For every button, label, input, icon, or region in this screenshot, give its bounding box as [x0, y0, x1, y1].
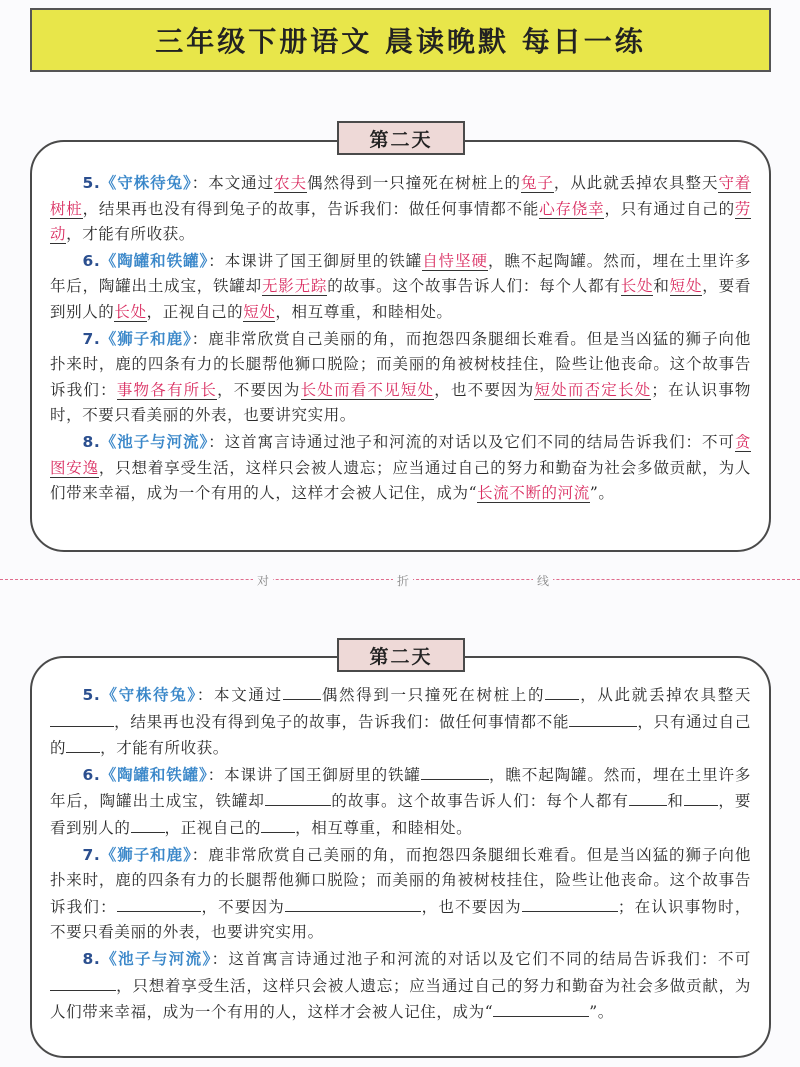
answer: 兔子: [520, 174, 554, 192]
text: ；在认识事物时，不要只看美丽的外表，也要讲究实用。: [50, 380, 752, 425]
answer-panel: [30, 140, 771, 552]
day-label: [337, 638, 465, 672]
answer: 自恃坚硬: [422, 251, 489, 270]
lesson-title: 《陶罐和铁罐》: [100, 764, 208, 784]
answer: 农夫: [274, 174, 307, 192]
item-number: 6.: [82, 765, 101, 784]
text: 偶然得到一只撞死在树桩上的: [307, 174, 521, 192]
answer: 短处而否定长处: [534, 380, 652, 399]
item-number: 5.: [82, 174, 101, 192]
text: ，正视自己的: [146, 302, 244, 321]
fold-char-3: 线: [533, 572, 553, 589]
item-7: [50, 842, 751, 946]
answer-blank[interactable]: [285, 894, 421, 912]
text: ，也不要因为: [434, 380, 535, 399]
item-number: 7.: [82, 845, 101, 864]
text: ，只有通过自己的: [50, 712, 752, 758]
answer-blank[interactable]: [261, 815, 295, 833]
lesson-title: 《狮子和鹿》: [100, 844, 192, 864]
item-number: 8.: [82, 949, 101, 968]
day-label-text: 第二天: [369, 128, 433, 151]
answer: 长流不断的河流: [477, 484, 590, 503]
item-6: [50, 248, 751, 326]
text: ，正视自己的: [164, 818, 262, 837]
item-6: [50, 762, 751, 842]
answer: 长处而看不见短处: [300, 380, 435, 399]
answer-blank[interactable]: [66, 735, 100, 753]
text: ，从此就丢掉农具整天: [553, 174, 719, 192]
text: ：本文通过: [191, 174, 275, 192]
item-7: [50, 326, 751, 429]
answer: 无影无踪: [261, 277, 328, 296]
item-8: [50, 429, 751, 507]
text: ，才能有所收获。: [100, 739, 229, 758]
item-number: 6.: [82, 251, 101, 270]
text: ，也不要因为: [421, 897, 522, 916]
text: ：本文通过: [196, 686, 283, 704]
text: 和: [666, 792, 684, 811]
answer-blank[interactable]: [50, 709, 114, 727]
text: ，瞧不起陶罐。然而，埋在土里许多年后，陶罐出土成宝，铁罐却: [50, 251, 751, 296]
lesson-title: 《池子与河流》: [100, 431, 209, 451]
lesson-title: 《陶罐和铁罐》: [100, 250, 209, 270]
text: ，不要因为: [200, 897, 286, 916]
text: ”。: [589, 484, 615, 503]
answer-blank[interactable]: [283, 682, 321, 700]
text: ，只想着享受生活，这样只会被人遗忘；应当通过自己的努力和勤奋为社会多做贡献，为人们带来幸福，成为一个有用的人，这样才会被人记住，成为“: [50, 976, 751, 1022]
text: ：这首寓言诗通过池子和河流的对话以及它们不同的结局告诉我们：不可: [208, 432, 735, 451]
text: 和: [653, 277, 670, 296]
text: ，结果再也没有得到兔子的故事，告诉我们：做任何事情都不能: [114, 712, 570, 731]
day-label-text: 第二天: [369, 645, 433, 668]
exercise-panel: [30, 656, 771, 1058]
item-number: 8.: [82, 432, 101, 451]
text: ，要看到别人的: [50, 792, 751, 837]
answer-blank[interactable]: [569, 709, 637, 727]
item-8: [50, 946, 751, 1026]
answer-content: [50, 170, 751, 507]
answer-blank[interactable]: [117, 894, 201, 912]
text: ，相互尊重，和睦相处。: [275, 302, 453, 321]
fold-char-2: 折: [393, 572, 413, 589]
item-number: 7.: [82, 329, 101, 348]
text: ”。: [589, 1003, 614, 1022]
text: ，只想着享受生活，这样只会被人遗忘；应当通过自己的努力和勤奋为社会多做贡献，为人们带来幸福，成为一个有用的人，这样才会被人记住，成为“: [50, 458, 751, 503]
text: ：这首寓言诗通过池子和河流的对话以及它们不同的结局告诉我们：不可: [211, 949, 752, 968]
item-5: [50, 682, 751, 762]
answer-blank[interactable]: [50, 973, 116, 991]
answer: 短处: [669, 277, 703, 296]
fold-char-1: 对: [253, 572, 273, 589]
text: 偶然得到一只撞死在树桩上的: [320, 686, 546, 704]
answer-blank[interactable]: [545, 682, 579, 700]
text: ，只有通过自己的: [604, 199, 735, 218]
answer-blank[interactable]: [131, 815, 165, 833]
answer: 心存侥幸: [539, 199, 605, 218]
answer: 守着树桩: [50, 174, 751, 218]
exercise-content: [50, 682, 751, 1026]
text: ，从此就丢掉农具整天: [579, 686, 751, 704]
text: 的故事。这个故事告诉人们：每个人都有: [327, 277, 621, 296]
lesson-title: 《狮子和鹿》: [100, 328, 192, 348]
text: ，不要因为: [217, 380, 301, 399]
answer: 短处: [243, 302, 276, 321]
answer: 劳动: [50, 199, 751, 244]
answer-blank[interactable]: [684, 788, 718, 806]
answer-blank[interactable]: [629, 788, 667, 806]
text: ，结果再也没有得到兔子的故事，告诉我们：做任何事情都不能: [82, 199, 540, 218]
answer: 事物各有所长: [116, 380, 218, 399]
answer-blank[interactable]: [265, 788, 331, 806]
text: ，瞧不起陶罐。然而，埋在土里许多年后，陶罐出土成宝，铁罐却: [50, 765, 751, 811]
answer-blank[interactable]: [421, 762, 489, 780]
answer: 长处: [114, 302, 147, 321]
text: ：鹿非常欣赏自己美丽的角，而抱怨四条腿细长难看。但是当凶猛的狮子向他扑来时，鹿的四条有力的长腿帮他狮口脱险；而美丽的角被树枝挂住，险些让他丧命。这个故事告诉我们：: [50, 329, 751, 399]
answer: 长处: [620, 277, 654, 296]
text: ：本课讲了国王御厨里的铁罐: [207, 765, 421, 784]
text: ，要看到别人的: [50, 277, 752, 321]
lesson-title: 《守株待兔》: [100, 685, 197, 704]
text: ，才能有所收获。: [66, 225, 195, 244]
text: ；在认识事物时，不要只看美丽的外表，也要讲究实用。: [50, 897, 751, 942]
answer-blank[interactable]: [522, 894, 618, 912]
day-label: [337, 121, 465, 155]
lesson-title: 《池子与河流》: [100, 948, 212, 968]
answer-blank[interactable]: [493, 999, 589, 1017]
answer: 贪图安逸: [50, 432, 752, 477]
lesson-title: 《守株待兔》: [100, 173, 192, 192]
item-number: 5.: [82, 686, 101, 704]
text: ，相互尊重，和睦相处。: [295, 818, 473, 837]
text: ：本课讲了国王御厨里的铁罐: [208, 251, 423, 270]
page-title: 三年级下册语文 晨读晚默 每日一练: [155, 25, 646, 58]
item-5: [50, 170, 751, 248]
page-title-banner: [30, 8, 771, 72]
text: 的故事。这个故事告诉人们：每个人都有: [330, 792, 629, 811]
text: ：鹿非常欣赏自己美丽的角，而抱怨四条腿细长难看。但是当凶猛的狮子向他扑来时，鹿的四条有力的长腿帮他狮口脱险；而美丽的角被树枝挂住，险些让他丧命。这个故事告诉我们：: [50, 845, 751, 916]
